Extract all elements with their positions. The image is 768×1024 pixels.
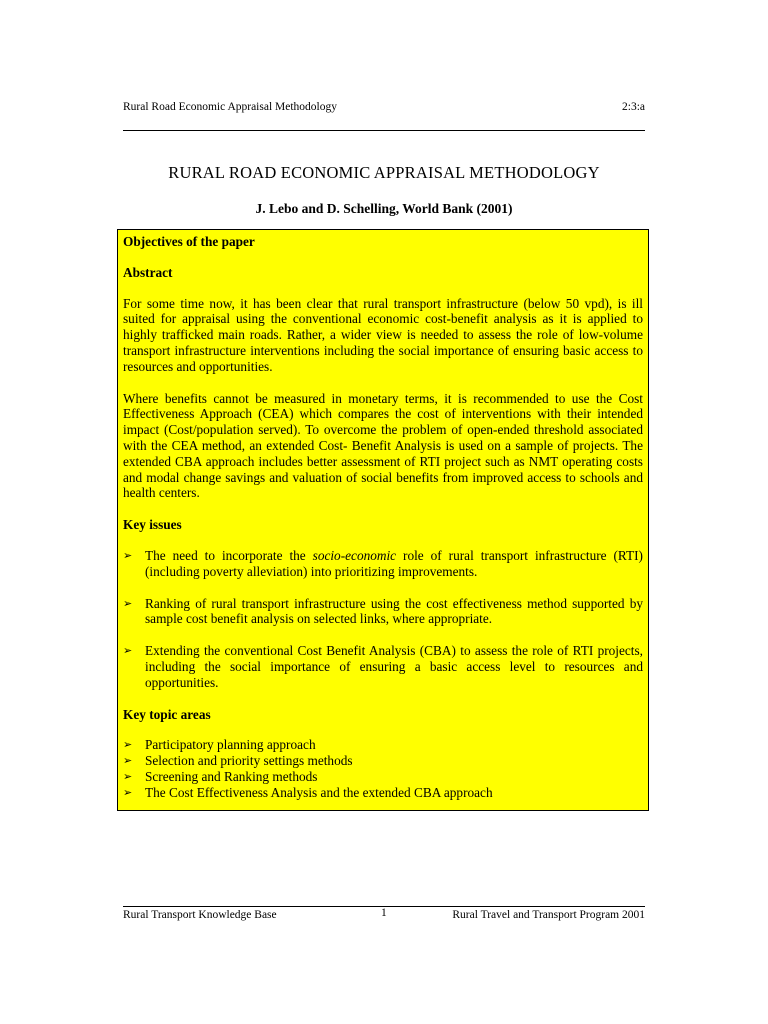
document-authors: J. Lebo and D. Schelling, World Bank (2001) — [255, 201, 513, 216]
header-left-text: Rural Road Economic Appraisal Methodology — [123, 101, 337, 113]
objectives-heading: Objectives of the paper — [123, 234, 255, 249]
issue-text-end: role of rural transport infrastructure (RTI) (including poverty alleviation) into prioritizing improvements. — [145, 547, 643, 579]
arrow-bullet-icon: ➢ — [123, 785, 133, 799]
document-title: RURAL ROAD ECONOMIC APPRAISAL METHODOLOGY — [168, 163, 600, 182]
list-item — [123, 548, 643, 580]
running-footer — [123, 906, 645, 927]
footer-left-text: Rural Transport Knowledge Base — [123, 909, 277, 921]
list-item — [123, 753, 643, 769]
topic-text: Participatory planning approach — [145, 737, 316, 753]
issue-text-start: The need to incorporate the — [145, 547, 313, 563]
issue-text: Extending the conventional Cost Benefit Analysis (CBA) to assess the role of RTI projects, including the social importance of ensuring a basic access level to resources and opportunities. — [145, 643, 643, 690]
header-section-number: 2:3:a — [622, 101, 645, 113]
list-item — [123, 737, 643, 753]
running-header — [123, 100, 645, 131]
abstract-heading: Abstract — [123, 264, 173, 280]
key-issues-heading: Key issues — [123, 517, 182, 533]
topic-text: Selection and priority settings methods — [145, 753, 353, 769]
topic-text: Screening and Ranking methods — [145, 768, 318, 784]
topic-text: The Cost Effectiveness Analysis and the extended CBA approach — [145, 784, 493, 800]
key-issues-list — [123, 548, 643, 691]
issue-text-emphasis: socio-economic — [312, 547, 397, 563]
key-topics-list — [123, 737, 643, 800]
abstract-paragraph-2: Where benefits cannot be measured in monetary terms, it is recommended to use the Cost Effectiveness Approach (CEA) which compares the cost of interventions with their intended impact (Cost/population served). To overcome the problem of open-ended threshold associated with the CEA method, an extended Cost- Benefit Analysis is used on a sample of projects. The extended CBA approach includes better assessment of RTI project such as NMT operating costs and modal change savings and valuation of social benefits from improved access to schools and health centers. — [123, 390, 643, 501]
arrow-bullet-icon: ➢ — [123, 548, 133, 562]
footer-right-text: Rural Travel and Transport Program 2001 — [452, 909, 645, 921]
arrow-bullet-icon: ➢ — [123, 644, 133, 658]
list-item — [123, 596, 643, 628]
key-topics-heading: Key topic areas — [123, 706, 211, 722]
page-number: 1 — [381, 907, 387, 919]
issue-text: Ranking of rural transport infrastructure using the cost effectiveness method supported by sample cost benefit analysis on selected links, where appropriate. — [145, 595, 643, 627]
list-item — [123, 769, 643, 785]
list-item — [123, 785, 643, 801]
arrow-bullet-icon: ➢ — [123, 738, 133, 752]
summary-box — [117, 229, 649, 811]
list-item — [123, 643, 643, 690]
arrow-bullet-icon: ➢ — [123, 754, 133, 768]
arrow-bullet-icon: ➢ — [123, 769, 133, 783]
arrow-bullet-icon: ➢ — [123, 596, 133, 610]
abstract-paragraph-1: For some time now, it has been clear that rural transport infrastructure (below 50 vpd), is ill suited for appraisal using the conventional economic cost-benefit analysis as it is applied to highly trafficked main roads. Rather, a wider view is needed to assess the role of low-volume transport infrastructure interventions including the social importance of ensuring basic access to resources and opportunities. — [123, 295, 643, 374]
